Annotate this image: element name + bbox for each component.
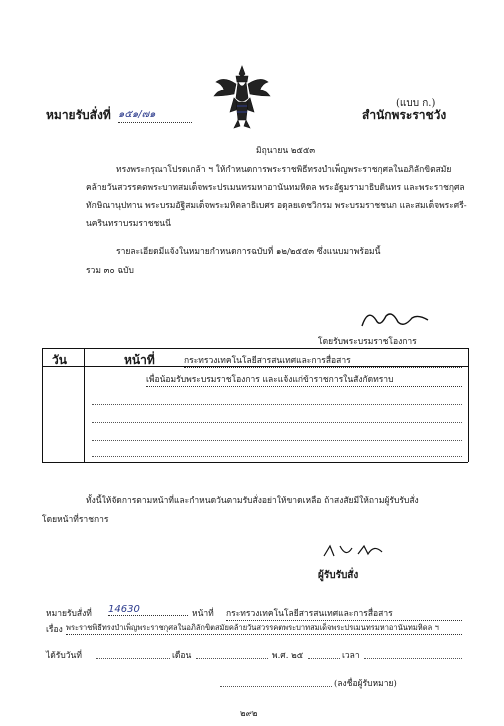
body-line-4: นครินทราบรมราชชนนี	[86, 219, 171, 229]
order-label: หมายรับสั่งที่	[46, 108, 111, 122]
receipt-duty-label: หน้าที่	[192, 609, 214, 619]
receipt-subject-label: เรื่อง	[46, 625, 63, 635]
signer-1-role: โดยรับพระบรมราชโองการ	[318, 337, 417, 347]
signer-2-role: ผู้รับรับสั่ง	[318, 570, 359, 581]
issue-date: มิถุนายน ๒๕๕๓	[256, 146, 316, 156]
body-line-6: รวม ๓๐ ฉบับ	[86, 266, 134, 276]
garuda-emblem-icon	[210, 62, 274, 140]
note-line-1: ทั้งนี้ให้จัดการตามหน้าที่และกำหนดวันตามรับสั่งอย่าให้ขาดเหลือ ถ้าสงสัยมีให้ถามผู้รับรับสั่ง	[86, 496, 419, 506]
receipt-subject-value: พระราชพิธีทรงบำเพ็ญพระราชกุศลในอภิลักขิตสมัยคล้ายวันสวรรคตพระบาทสมเด็จพระปรเมนทรมหาอานันทมหิดล ฯ	[66, 622, 462, 635]
body-line-1: ทรงพระกรุณาโปรดเกล้า ฯ ให้กำหนดการพระราชพิธีทรงบำเพ็ญพระราชกุศลในอภิลักขิตสมัย	[116, 165, 452, 175]
receipt-month-label: เดือน	[172, 651, 192, 661]
receipt-signer-label: (ลงชื่อผู้รับหมาย)	[334, 679, 397, 689]
receipt-order-label: หมายรับสั่งที่	[46, 609, 92, 619]
order-number: ๑๕๑/๗๑	[118, 107, 192, 123]
table-col-day: วัน	[52, 353, 67, 367]
body-line-2: คล้ายวันสวรรคตพระบาทสมเด็จพระปรเมนทรมหาอานันทมหิดล พระอัฐมรามาธิบดินทร และพระราชกุศล	[86, 183, 465, 193]
table-agency: กระทรวงเทคโนโลยีสารสนเทศและการสื่อสาร	[184, 353, 462, 368]
receipt-received-label: ได้รับวันที่	[46, 651, 82, 661]
signature-2	[320, 540, 390, 562]
page-number: ๒๙๒	[240, 709, 258, 719]
table-duty-text: เพื่อน้อมรับพระบรมราชโองการ และแจ้งแก่ข้าราชการในสังกัดทราบ	[146, 372, 462, 387]
form-type: (แบบ ก.)	[396, 98, 436, 109]
receipt-duty-value: กระทรวงเทคโนโลยีสารสนเทศและการสื่อสาร	[226, 606, 462, 621]
body-line-5: รายละเอียดมีแจ้งในหมายกำหนดการฉบับที่ ๑๒/๒๕๕๓ ซึ่งแนบมาพร้อมนี้	[116, 247, 381, 257]
receipt-time-label: เวลา	[342, 651, 360, 661]
signature-1	[358, 306, 438, 334]
receipt-year-label: พ.ศ. ๒๕	[272, 651, 304, 661]
note-line-2: โดยหน้าที่ราชการ	[42, 515, 109, 525]
receipt-order-value: 14630	[108, 604, 188, 616]
office-name: สำนักพระราชวัง	[362, 108, 447, 122]
table-col-duty: หน้าที่	[124, 353, 155, 367]
body-line-3: ทักษิณานุปทาน พระบรมอัฐิสมเด็จพระมหิตลาธิเบศร อดุลยเดชวิกรม พระบรมราชชนก และสมเด็จพระศรี-	[86, 201, 467, 211]
